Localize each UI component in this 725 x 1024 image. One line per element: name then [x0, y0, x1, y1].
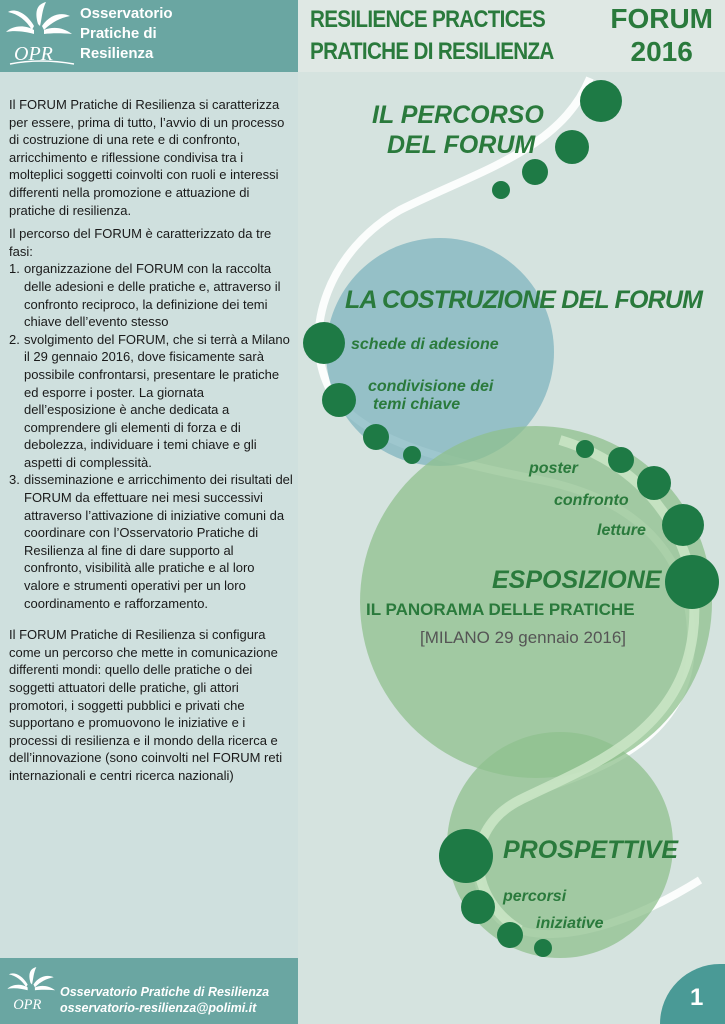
opr-logo-icon: [4, 2, 76, 68]
stage-percorso-title: IL PERCORSO DEL FORUM: [372, 101, 544, 159]
forum-path-diagram: [298, 72, 725, 1024]
footer-email[interactable]: osservatorio-resilienza@polimi.it: [60, 1001, 257, 1015]
stage-esposizione-title: ESPOSIZIONE: [492, 566, 662, 594]
opr-logo-icon: [6, 964, 58, 1018]
left-column: [0, 0, 298, 1024]
list-item: 1. organizzazione del FORUM con la raccolta delle adesioni e delle pratiche e, attraverso il confronto reciproco, la definizione dei temi chiave dell’evento stesso: [9, 261, 281, 330]
stage-costruzione-item: schede di adesione: [351, 336, 499, 353]
list-item: 3. disseminazione e arricchimento dei risultati del FORUM da effettuare nei mesi successivi attraverso l’attivazione di iniziative comuni da coordinare con l’Osservatorio Pratiche di Resilienza al fine di dare supporto al confronto, visibilità alle pratiche e al loro valore e strumenti operativi per un loro coordinamento e rafforzamento.: [9, 472, 293, 611]
stage-esposizione-item: confronto: [554, 492, 629, 509]
dot: [322, 383, 356, 417]
closing-paragraph: Il FORUM Pratiche di Resilienza si configura come un percorso che mette in comunicazione differenti mondi: quello delle pratiche o dei soggetti attuatori delle pratiche, gli attori promotori, i soggetti pubblici e privati che supportano e promuovono le iniziative e i processi di resilienza e il mondo della ricerca e dell’innovazione (sono coinvolti nel FORUM reti internazionali e centri ricerca nazionali): [9, 627, 283, 783]
dot: [403, 446, 421, 464]
footer-org-name: Osservatorio Pratiche di Resilienza: [60, 985, 270, 999]
svg-text:OPR: OPR: [14, 43, 53, 65]
stage-esposizione-item: letture: [597, 522, 646, 539]
dot: [303, 322, 345, 364]
footer: [0, 958, 298, 1024]
stage-esposizione-subtitle: IL PANORAMA DELLE PRATICHE: [366, 600, 635, 619]
dot: [492, 181, 510, 199]
footer-contact: [60, 984, 269, 1016]
page-title: RESILIENCE PRACTICES PRATICHE DI RESILIENZA: [310, 6, 554, 65]
phases-list: [9, 260, 293, 612]
dot: [461, 890, 495, 924]
dot: [608, 447, 634, 473]
dot: [576, 440, 594, 458]
logo-header: [0, 0, 298, 72]
page-header: [298, 0, 725, 72]
dot: [637, 466, 671, 500]
logo-name: Osservatorio Pratiche di Resilienza: [80, 5, 173, 62]
list-item: 2. svolgimento del FORUM, che si terrà a Milano il 29 gennaio 2016, dove fisicamente sarà possibile confrontarsi, presentare le pratiche ed esporre i poster. La giornata dell’esposizione è anche dedicata a comprendere gli elementi di forza e di debolezza, individuare i temi chiave e gli aspetti di complessità.: [9, 331, 290, 470]
stage-prospettive-item: iniziative: [536, 915, 604, 932]
stage-prospettive-title: PROSPETTIVE: [503, 836, 679, 864]
stage-costruzione-title: LA COSTRUZIONE DEL FORUM: [345, 286, 703, 314]
stage-esposizione-item: poster: [529, 460, 578, 477]
dot: [363, 424, 389, 450]
forum-description: [9, 96, 293, 791]
dot: [439, 829, 493, 883]
dot: [662, 504, 704, 546]
dot: [580, 80, 622, 122]
intro-paragraph: Il FORUM Pratiche di Resilienza si caratterizza per essere, prima di tutto, l’avvio di un processo di costruzione di una rete e di confronto, arricchimento e riflessione condivisa tra i molteplici soggetti coinvolti con ruoli e interessi differenti nella promozione e attuazione di pratiche di resilienza.: [9, 97, 285, 218]
dot: [534, 939, 552, 957]
page-number: 1: [690, 984, 704, 1011]
stage-esposizione-date: [MILANO 29 gennaio 2016]: [420, 628, 627, 647]
svg-text:OPR: OPR: [13, 997, 42, 1014]
dot: [665, 555, 719, 609]
dot: [555, 130, 589, 164]
dot: [522, 159, 548, 185]
dot: [497, 922, 523, 948]
stage-costruzione-item: condivisione dei temi chiave: [368, 378, 494, 413]
forum-badge: FORUM 2016: [610, 3, 713, 67]
phases-intro: Il percorso del FORUM è caratterizzato da tre fasi:: [9, 226, 272, 259]
stage-prospettive-item: percorsi: [503, 888, 567, 905]
